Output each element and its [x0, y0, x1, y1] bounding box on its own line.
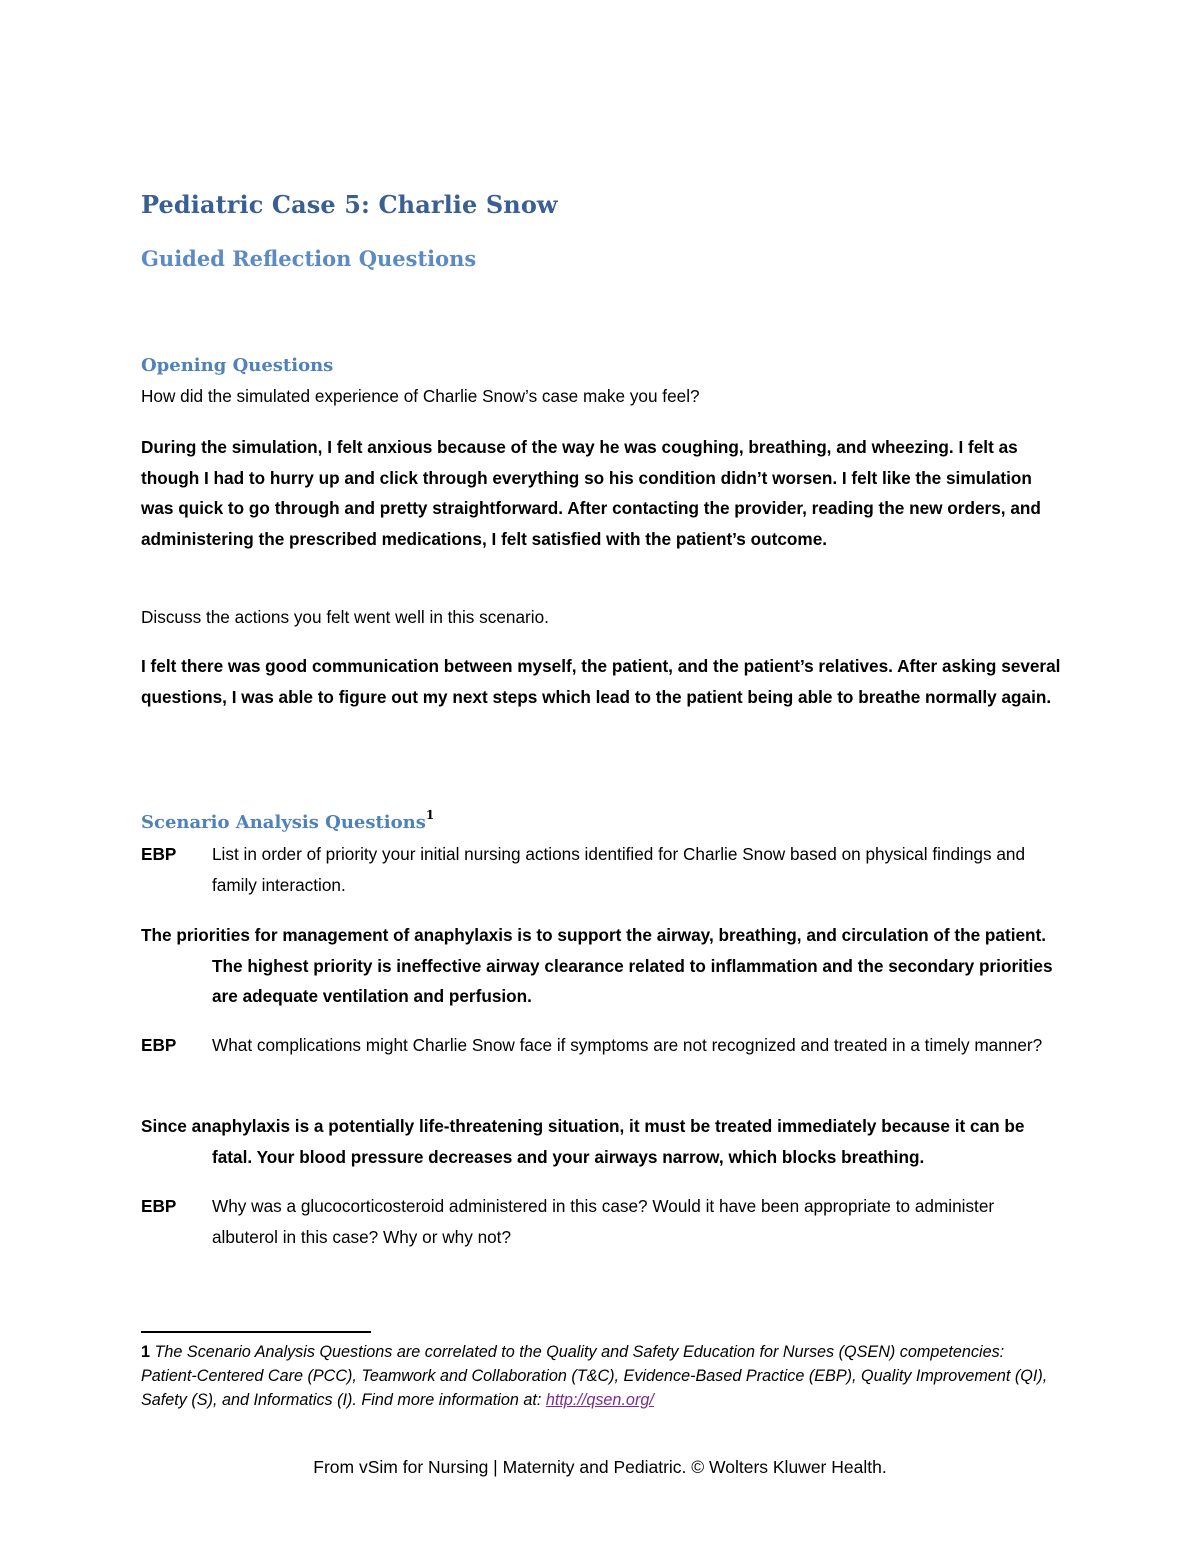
footnote-reference: 1 — [425, 808, 435, 822]
question-tag: EBP — [141, 1196, 177, 1216]
question-tag: EBP — [141, 844, 177, 864]
page-footer: From vSim for Nursing | Maternity and Pediatric. © Wolters Kluwer Health. — [313, 1457, 887, 1477]
question-text: List in order of priority your initial nursing actions identified for Charlie Snow based on physical findings and family interaction. — [212, 844, 1026, 895]
opening-questions-heading: Opening Questions — [141, 355, 334, 376]
scenario-analysis-heading-text: Scenario Analysis Questions — [141, 812, 426, 833]
footnote-text: The Scenario Analysis Questions are correlated to the Quality and Safety Education for Nurses (QSEN) competencies: Patient-Centered Care (PCC), Teamwork and Collaboration (T&C), Evidence-Based Practice (EBP), Quality Improvement (QI), Safety (S), and Informatics (I). Find more information at: — [141, 1343, 1048, 1409]
opening-question-2: Discuss the actions you felt went well in this scenario. — [141, 607, 549, 627]
opening-question-1: How did the simulated experience of Charlie Snow’s case make you feel? — [141, 386, 700, 406]
page-title: Pediatric Case 5: Charlie Snow — [141, 190, 558, 219]
scenario-answer-2: Since anaphylaxis is a potentially life-threatening situation, it must be treated immediately because it can be fatal. Your blood pressure decreases and your airways narrow, which blocks breathing. — [141, 1116, 1025, 1167]
scenario-answer-1: The priorities for management of anaphylaxis is to support the airway, breathing, and circulation of the patient. The highest priority is ineffective airway clearance related to inflammation and the secondary priorities are adequate ventilation and perfusion. — [141, 925, 1053, 1006]
scenario-analysis-heading — [141, 808, 435, 833]
question-text: Why was a glucocorticosteroid administered in this case? Would it have been appropriate to administer albuterol in this case? Why or why not? — [212, 1196, 995, 1247]
footnote — [141, 1340, 1061, 1412]
page-subtitle: Guided Reflection Questions — [141, 246, 477, 271]
scenario-question-2 — [141, 1030, 1061, 1092]
scenario-question-3 — [141, 1191, 1061, 1253]
footnote-separator — [141, 1331, 371, 1333]
footnote-number: 1 — [141, 1343, 151, 1361]
opening-answer-2: I felt there was good communication between myself, the patient, and the patient’s relatives. After asking several questions, I was able to figure out my next steps which lead to the patient being able to breathe normally again. — [141, 656, 1061, 707]
question-tag: EBP — [141, 1035, 177, 1055]
opening-answer-1: During the simulation, I felt anxious because of the way he was coughing, breathing, and wheezing. I felt as though I had to hurry up and click through everything so his condition didn’t worsen. I felt like the simulation was quick to go through and pretty straightforward. After contacting the provider, reading the new orders, and administering the prescribed medications, I felt satisfied with the patient’s outcome. — [141, 437, 1041, 549]
question-text: What complications might Charlie Snow face if symptoms are not recognized and treated in a timely manner? — [212, 1035, 1043, 1055]
qsen-link[interactable]: http://qsen.org/ — [545, 1391, 654, 1409]
scenario-question-1 — [141, 839, 1061, 901]
